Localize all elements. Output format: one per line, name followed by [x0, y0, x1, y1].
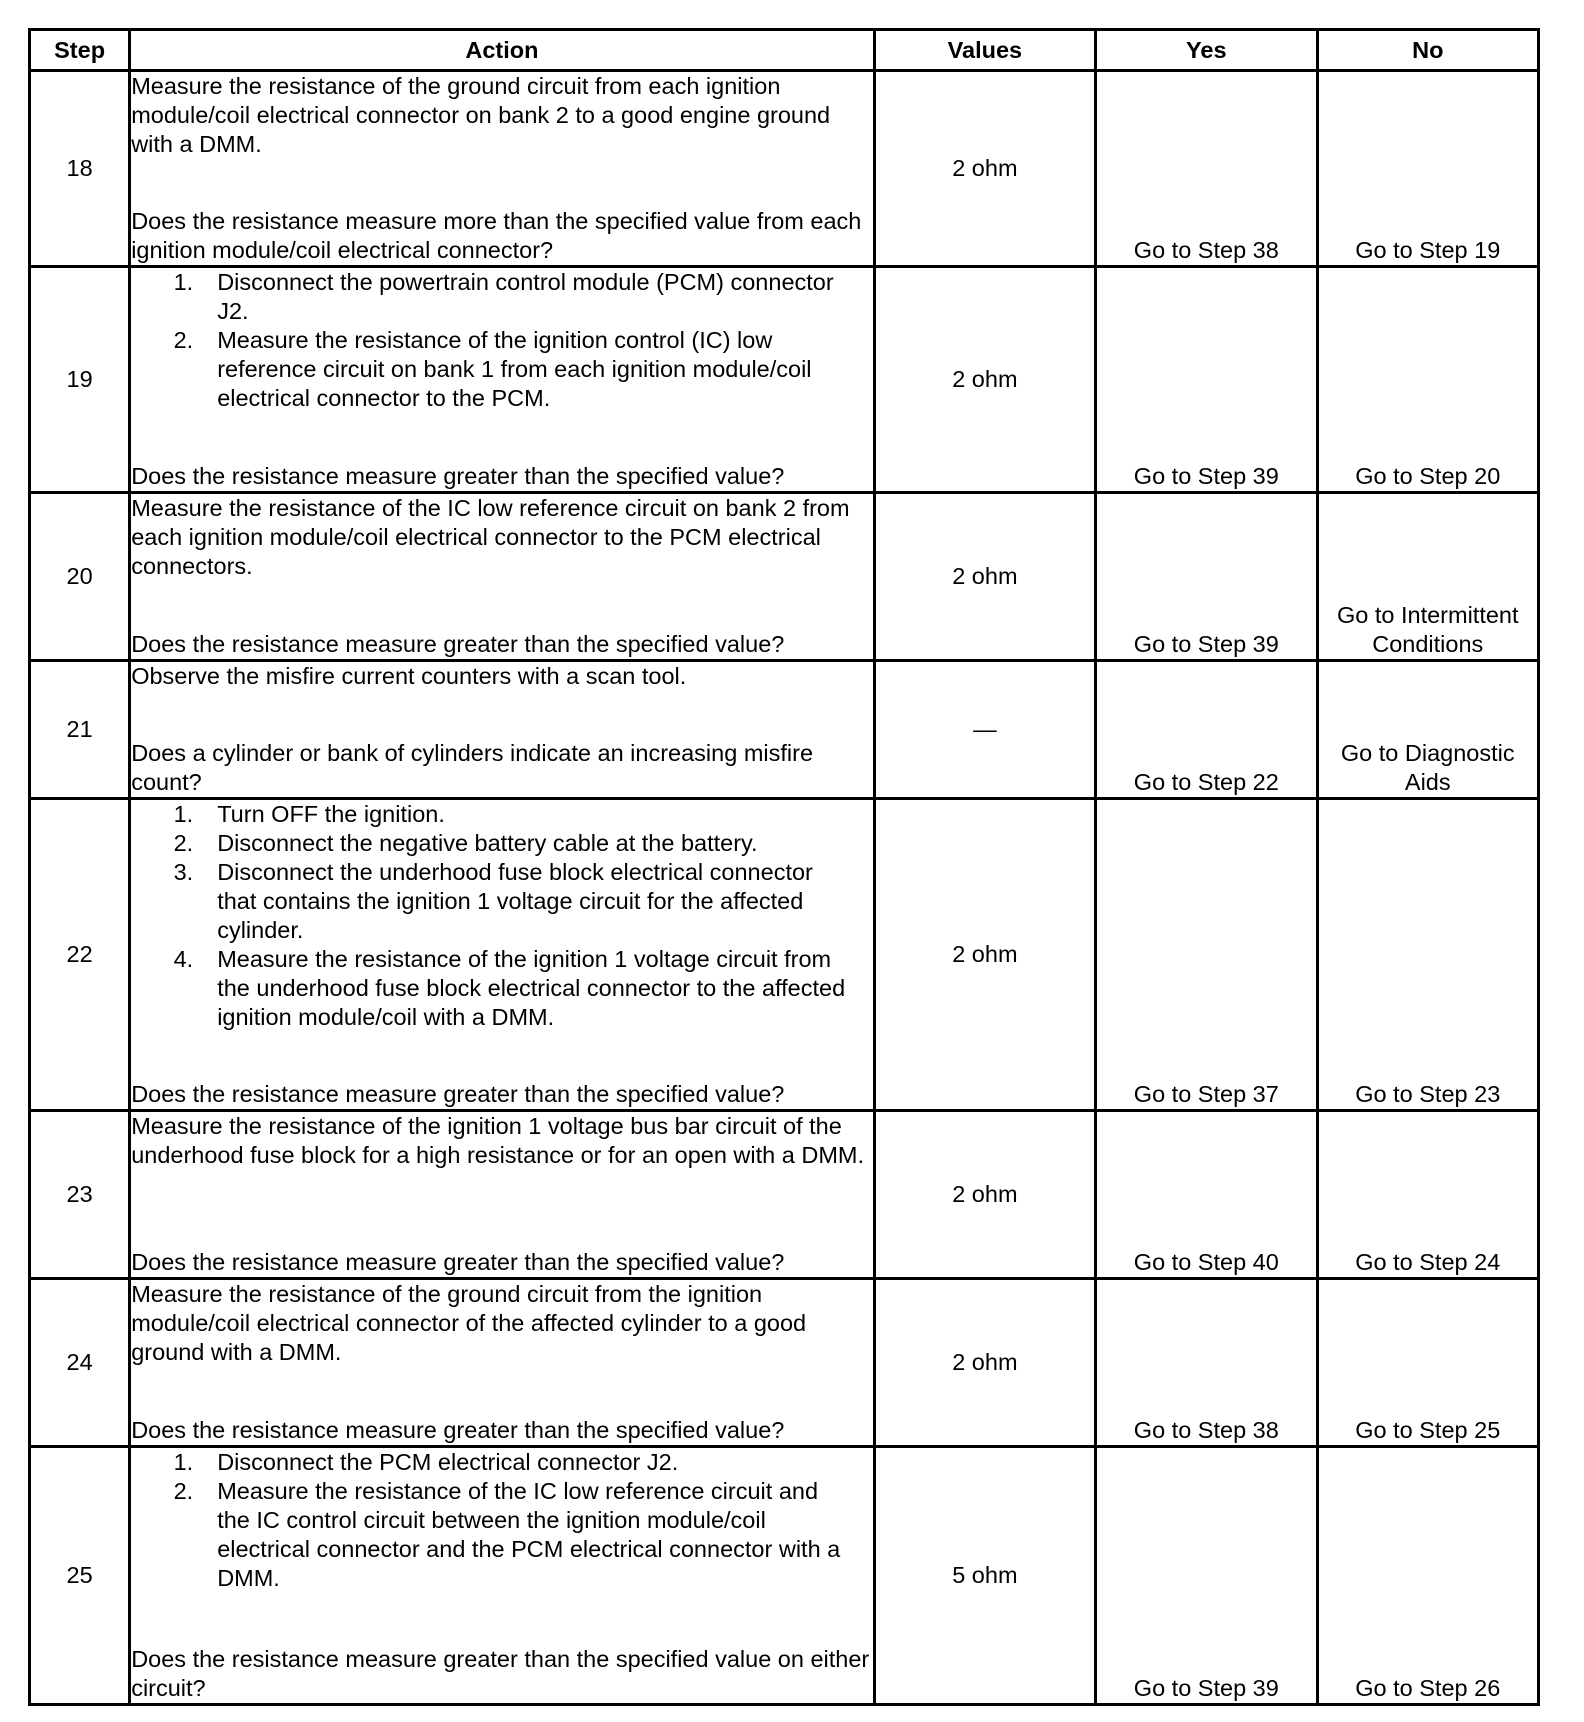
- list-item: [131, 268, 872, 326]
- procedure-list: [131, 268, 872, 413]
- no-cell: Go to Diagnostic Aids: [1317, 661, 1538, 799]
- yes-cell: Go to Step 38: [1096, 71, 1317, 267]
- step-number: 22: [30, 799, 130, 1111]
- value-cell: 2 ohm: [874, 267, 1095, 493]
- list-item: [131, 945, 872, 1032]
- action-cell: [130, 267, 874, 493]
- value-cell: 2 ohm: [874, 799, 1095, 1111]
- procedure-list: [131, 1448, 872, 1593]
- table-row: [30, 493, 1539, 661]
- no-cell: Go to Intermittent Conditions: [1317, 493, 1538, 661]
- no-cell: Go to Step 23: [1317, 799, 1538, 1111]
- yes-cell: Go to Step 38: [1096, 1279, 1317, 1447]
- header-no: No: [1317, 30, 1538, 71]
- value-cell: —: [874, 661, 1095, 799]
- action-cell: [130, 661, 874, 799]
- yes-cell: Go to Step 37: [1096, 799, 1317, 1111]
- no-cell: Go to Step 20: [1317, 267, 1538, 493]
- no-cell: Go to Step 24: [1317, 1111, 1538, 1279]
- list-text: Measure the resistance of the ignition 1 voltage circuit from the underhood fuse block electrical connector to the affected ignition module/coil with a DMM.: [217, 946, 846, 1030]
- step-number: 23: [30, 1111, 130, 1279]
- table-row: [30, 267, 1539, 493]
- step-number: 25: [30, 1447, 130, 1705]
- list-item: [131, 829, 872, 858]
- list-item: [131, 1448, 872, 1477]
- no-cell: Go to Step 19: [1317, 71, 1538, 267]
- action-cell: [130, 493, 874, 661]
- list-number: 4.: [173, 946, 194, 972]
- list-number: 2.: [173, 1478, 194, 1504]
- action-question: Does the resistance measure greater than the specified value?: [131, 1081, 785, 1107]
- table-row: [30, 1447, 1539, 1705]
- procedure-list: [131, 800, 872, 1032]
- list-text: Disconnect the underhood fuse block electrical connector that contains the ignition 1 voltage circuit for the affected cylinder.: [217, 859, 813, 943]
- action-text: Measure the resistance of the ignition 1 voltage bus bar circuit of the underhood fuse block for a high resistance or for an open with a DMM.: [131, 1113, 865, 1168]
- yes-cell: Go to Step 22: [1096, 661, 1317, 799]
- action-question: Does the resistance measure greater than the specified value?: [131, 463, 785, 489]
- value-cell: 2 ohm: [874, 1111, 1095, 1279]
- no-cell: Go to Step 26: [1317, 1447, 1538, 1705]
- list-number: 1.: [173, 801, 194, 827]
- header-values: Values: [874, 30, 1095, 71]
- action-question: Does the resistance measure greater than the specified value on either circuit?: [131, 1646, 870, 1701]
- action-text: Measure the resistance of the IC low reference circuit on bank 2 from each ignition module/coil electrical connector to the PCM electrical connectors.: [131, 495, 850, 579]
- list-item: [131, 858, 872, 945]
- value-cell: 2 ohm: [874, 71, 1095, 267]
- list-number: 2.: [173, 830, 194, 856]
- action-question: Does the resistance measure greater than the specified value?: [131, 1249, 785, 1275]
- list-number: 1.: [173, 1449, 194, 1475]
- action-question: Does the resistance measure more than the specified value from each ignition module/coil electrical connector?: [131, 208, 862, 263]
- list-text: Disconnect the PCM electrical connector J2.: [217, 1449, 679, 1475]
- list-text: Disconnect the powertrain control module (PCM) connector J2.: [217, 269, 834, 324]
- action-cell: [130, 1111, 874, 1279]
- step-number: 24: [30, 1279, 130, 1447]
- value-cell: 2 ohm: [874, 1279, 1095, 1447]
- yes-cell: Go to Step 39: [1096, 1447, 1317, 1705]
- header-yes: Yes: [1096, 30, 1317, 71]
- table-row: [30, 661, 1539, 799]
- value-cell: 5 ohm: [874, 1447, 1095, 1705]
- action-text: Measure the resistance of the ground circuit from each ignition module/coil electrical connector on bank 2 to a good engine ground with a DMM.: [131, 73, 831, 157]
- list-item: [131, 1477, 872, 1593]
- step-number: 18: [30, 71, 130, 267]
- action-cell: [130, 1279, 874, 1447]
- list-text: Measure the resistance of the ignition control (IC) low reference circuit on bank 1 from each ignition module/coil electrical connector to the PCM.: [217, 327, 812, 411]
- action-cell: [130, 1447, 874, 1705]
- step-number: 20: [30, 493, 130, 661]
- table-row: [30, 71, 1539, 267]
- diagnostic-table: [28, 28, 1540, 1706]
- value-cell: 2 ohm: [874, 493, 1095, 661]
- list-number: 1.: [173, 269, 194, 295]
- list-number: 3.: [173, 859, 194, 885]
- action-question: Does the resistance measure greater than the specified value?: [131, 631, 785, 657]
- yes-cell: Go to Step 39: [1096, 267, 1317, 493]
- action-question: Does the resistance measure greater than the specified value?: [131, 1417, 785, 1443]
- table-row: [30, 1279, 1539, 1447]
- table-row: [30, 1111, 1539, 1279]
- yes-cell: Go to Step 40: [1096, 1111, 1317, 1279]
- step-number: 19: [30, 267, 130, 493]
- yes-cell: Go to Step 39: [1096, 493, 1317, 661]
- list-text: Turn OFF the ignition.: [217, 801, 445, 827]
- list-item: [131, 800, 872, 829]
- header-action: Action: [130, 30, 874, 71]
- table-row: [30, 799, 1539, 1111]
- action-cell: [130, 71, 874, 267]
- list-text: Measure the resistance of the IC low reference circuit and the IC control circuit between the ignition module/coil electrical connector and the PCM electrical connector with a DMM.: [217, 1478, 841, 1591]
- action-text: Measure the resistance of the ground circuit from the ignition module/coil electrical connector of the affected cylinder to a good ground with a DMM.: [131, 1281, 807, 1365]
- step-number: 21: [30, 661, 130, 799]
- list-text: Disconnect the negative battery cable at the battery.: [217, 830, 758, 856]
- action-cell: [130, 799, 874, 1111]
- header-step: Step: [30, 30, 130, 71]
- no-cell: Go to Step 25: [1317, 1279, 1538, 1447]
- list-item: [131, 326, 872, 413]
- header-row: [30, 30, 1539, 71]
- list-number: 2.: [173, 327, 194, 353]
- action-text: Observe the misfire current counters with a scan tool.: [131, 663, 687, 689]
- action-question: Does a cylinder or bank of cylinders indicate an increasing misfire count?: [131, 740, 814, 795]
